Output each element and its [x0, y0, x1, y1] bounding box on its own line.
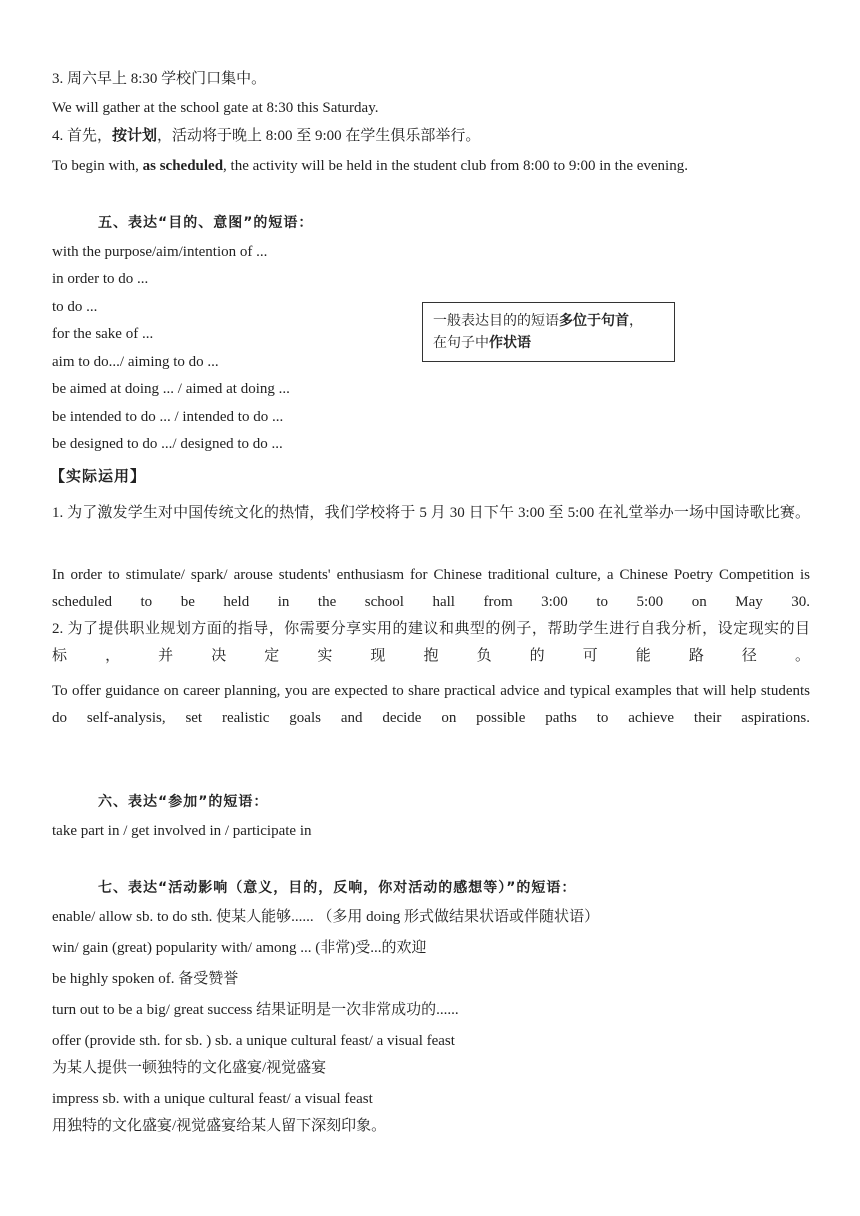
practice-item-2-english: To offer guidance on career planning, you are expected to share practical advice and typical examples that will help students do self-analysis, set realistic goals and decide on possible paths to achieve their aspirations.: [52, 683, 810, 726]
purpose-phrase: be intended to do ... / intended to do ...: [52, 409, 284, 425]
purpose-phrase: be designed to do .../ designed to do ...: [52, 436, 283, 452]
bold-phrase: 按计划: [112, 128, 158, 144]
purpose-phrase: for the sake of ...: [52, 326, 154, 342]
text-run: 4. 首先，: [52, 128, 113, 144]
participate-phrase: take part in / get involved in / participate in: [52, 823, 312, 839]
purpose-phrase: be aimed at doing ... / aimed at doing ...: [52, 381, 290, 397]
text-run: , the activity will be held in the student club from 8:00 to 9:00 in the evening.: [223, 158, 688, 174]
practice-item-1-english: In order to stimulate/ spark/ arouse students' enthusiasm for Chinese traditional culture, a Chinese Poetry Competition is scheduled to be held in the school hall from 3:00 to 5:00 on May 30.: [52, 567, 810, 610]
purpose-phrase: aim to do.../ aiming to do ...: [52, 354, 219, 370]
practice-item-2-chinese: 2. 为了提供职业规划方面的指导，你需要分享实用的建议和典型的例子，帮助学生进行自我分析，设定现实的目标，并决定实现抱负的可能路径。: [52, 621, 810, 664]
text-run: 一般表达目的的短语: [433, 313, 559, 329]
item-3-english: We will gather at the school gate at 8:30 this Saturday.: [52, 100, 379, 116]
text-run: 在句子中: [433, 335, 489, 351]
text-run: ，: [629, 313, 643, 329]
bold-phrase: 多位于句首: [559, 313, 629, 329]
note-line-2: [433, 332, 664, 354]
impact-phrase: be highly spoken of. 备受赞誉: [52, 971, 239, 987]
impact-phrase: turn out to be a big/ great success 结果证明是一次非常成功的......: [52, 1002, 459, 1018]
note-box: [422, 302, 675, 362]
bold-phrase: as scheduled: [142, 158, 224, 174]
text-run: To begin with,: [52, 158, 143, 174]
impact-phrase: impress sb. with a unique cultural feast/ a visual feast: [52, 1091, 373, 1107]
impact-phrase: offer (provide sth. for sb. ) sb. a unique cultural feast/ a visual feast: [52, 1033, 455, 1049]
bold-phrase: 作状语: [489, 335, 531, 351]
impact-phrase-translation: 为某人提供一顿独特的文化盛宴/视觉盛宴: [52, 1060, 327, 1076]
section-7-heading: 七、表达“活动影响（意义，目的，反响，你对活动的感想等）”的短语：: [98, 880, 577, 896]
item-4-english: [52, 156, 688, 176]
impact-phrase: enable/ allow sb. to do sth. 使某人能够...... （多用 doing 形式做结果状语或伴随状语）: [52, 909, 600, 925]
note-line-1: [433, 310, 664, 332]
impact-phrase: win/ gain (great) popularity with/ among ... (非常)受...的欢迎: [52, 940, 427, 956]
purpose-phrase: to do ...: [52, 299, 98, 315]
text-run: ，活动将于晚上 8:00 至 9:00 在学生俱乐部举行。: [157, 128, 481, 144]
purpose-phrase: in order to do ...: [52, 271, 149, 287]
section-6-heading: 六、表达“参加”的短语：: [98, 794, 269, 810]
practice-heading: 【实际运用】: [50, 467, 147, 485]
item-3-chinese: 3. 周六早上 8:30 学校门口集中。: [52, 71, 267, 87]
impact-phrase-translation: 用独特的文化盛宴/视觉盛宴给某人留下深刻印象。: [52, 1118, 387, 1134]
practice-item-1-chinese: 1. 为了激发学生对中国传统文化的热情，我们学校将于 5 月 30 日下午 3:00 至 5:00 在礼堂举办一场中国诗歌比赛。: [52, 505, 810, 521]
item-4-chinese: [52, 126, 480, 146]
purpose-phrase: with the purpose/aim/intention of ...: [52, 244, 268, 260]
section-5-heading: 五、表达“目的、意图”的短语：: [98, 215, 314, 231]
